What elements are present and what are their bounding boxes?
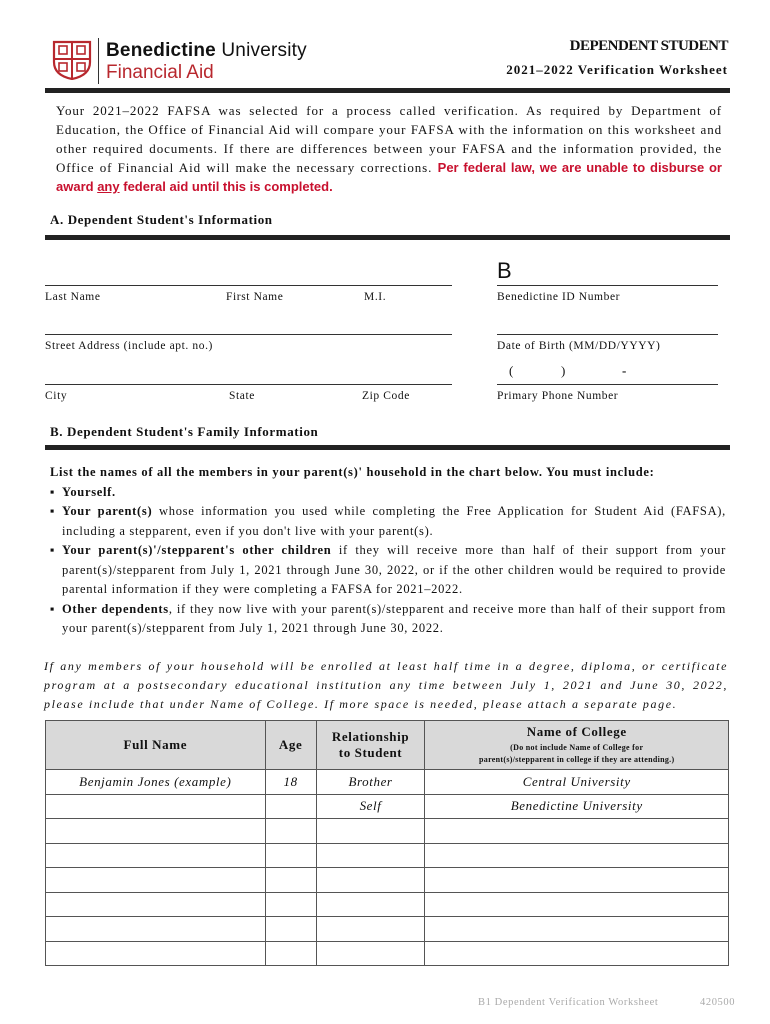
table-row <box>46 917 729 942</box>
table-row <box>46 868 729 893</box>
id-number-field-line[interactable] <box>497 285 718 286</box>
row-full-name[interactable] <box>46 819 266 844</box>
bullet-other-dependents: ▪ Other dependents, if they now live with your parent(s)/stepparent and receive more than half of their support from your parent(s)/stepparent from July 1, 2021 through June 30, 2022. <box>50 600 726 639</box>
row-relationship[interactable] <box>316 892 425 917</box>
table-row <box>46 843 729 868</box>
city-state-zip-field-line[interactable] <box>45 384 452 385</box>
row-age[interactable] <box>265 892 316 917</box>
row-relationship[interactable] <box>316 917 425 942</box>
row-relationship[interactable] <box>316 819 425 844</box>
table-row <box>46 892 729 917</box>
document-title: DEPENDENT STUDENT <box>569 38 728 54</box>
table-row <box>46 941 729 966</box>
row-age[interactable]: 18 <box>265 770 316 795</box>
row-college[interactable] <box>425 819 729 844</box>
last-name-label: Last Name <box>45 291 101 303</box>
row-age[interactable] <box>265 794 316 819</box>
phone-close-paren: ) <box>561 363 566 378</box>
name-field-line[interactable] <box>45 285 452 286</box>
footer-form-label: B1 Dependent Verification Worksheet <box>478 997 659 1008</box>
row-full-name[interactable] <box>46 892 266 917</box>
street-field-line[interactable] <box>45 334 452 335</box>
row-college[interactable] <box>425 917 729 942</box>
city-label: City <box>45 390 68 402</box>
relationship-header: Relationship to Student <box>316 721 425 770</box>
table-row <box>46 770 729 795</box>
row-full-name[interactable] <box>46 843 266 868</box>
id-prefix: B <box>497 258 512 283</box>
row-college[interactable] <box>425 892 729 917</box>
college-enrollment-note: If any members of your household will be enrolled at least half time in a degree, diploma, or certificate program at a postsecondary educational institution any time between July 1, 2021 and June 30, 2022, please include that under Name of College. If more space is needed, please attach a separate page. <box>44 659 728 711</box>
row-relationship[interactable] <box>316 941 425 966</box>
bullet-other-children: ▪ Your parent(s)'/stepparent's other children if they will receive more than half of their support from your parent(s)/stepparent from July 1, 2021 through June 30, 2022, or if the other children would be required to provide parental information if they were completing a FAFSA for 2021–2022. <box>50 541 726 600</box>
logo-divider <box>98 38 99 84</box>
phone-open-paren: ( <box>509 363 514 378</box>
logo-department: Financial Aid <box>106 62 214 83</box>
row-full-name[interactable] <box>46 868 266 893</box>
row-full-name[interactable] <box>46 917 266 942</box>
row-age[interactable] <box>265 917 316 942</box>
table-row <box>46 819 729 844</box>
row-relationship[interactable]: Self <box>316 794 425 819</box>
row-college[interactable]: Benedictine University <box>425 794 729 819</box>
dob-label: Date of Birth (MM/DD/YYYY) <box>497 340 661 352</box>
mi-label: M.I. <box>364 291 387 303</box>
row-college[interactable]: Central University <box>425 770 729 795</box>
row-full-name[interactable] <box>46 941 266 966</box>
section-b-rule <box>45 445 730 450</box>
phone-dash: - <box>622 363 627 378</box>
footer-form-code: 420500 <box>700 997 736 1008</box>
document-subtitle: 2021–2022 Verification Worksheet <box>506 62 728 77</box>
row-relationship[interactable] <box>316 868 425 893</box>
phone-field-line[interactable] <box>497 384 718 385</box>
row-full-name[interactable]: Benjamin Jones (example) <box>46 770 266 795</box>
phone-label: Primary Phone Number <box>497 390 619 402</box>
section-a-rule <box>45 235 730 240</box>
section-a-title: A. Dependent Student's Information <box>50 212 273 227</box>
table-row <box>46 794 729 819</box>
household-instructions <box>50 463 726 639</box>
section-b-title: B. Dependent Student's Family Information <box>50 424 319 439</box>
bullet-parents: ▪ Your parent(s) whose information you used while completing the Free Application for Student Aid (FAFSA), including a stepparent, even if you don't live with your parent(s). <box>50 502 726 541</box>
id-number-label: Benedictine ID Number <box>497 291 621 303</box>
row-full-name[interactable] <box>46 794 266 819</box>
instruction-text: List the names of all the members in your parent(s)' household in the chart below. You must include: <box>50 465 655 479</box>
row-relationship[interactable] <box>316 843 425 868</box>
full-name-header: Full Name <box>46 721 266 770</box>
household-members-table <box>45 720 729 966</box>
first-name-label: First Name <box>226 291 284 303</box>
row-age[interactable] <box>265 868 316 893</box>
state-label: State <box>229 390 255 402</box>
row-age[interactable] <box>265 843 316 868</box>
logo-university-name: Benedictine University <box>106 40 307 61</box>
row-college[interactable] <box>425 843 729 868</box>
federal-law-warning: Per federal law, we are unable to disburse or award any federal aid until this is completed. <box>56 160 722 194</box>
header-rule <box>45 88 730 93</box>
row-college[interactable] <box>425 868 729 893</box>
age-header: Age <box>265 721 316 770</box>
dob-field-line[interactable] <box>497 334 718 335</box>
intro-paragraph <box>56 101 722 196</box>
bullet-yourself: ▪ Yourself. <box>50 483 726 503</box>
street-label: Street Address (include apt. no.) <box>45 340 213 352</box>
row-age[interactable] <box>265 941 316 966</box>
zip-label: Zip Code <box>362 390 410 402</box>
intro-text: Your 2021–2022 FAFSA was selected for a process called verification. As required by Department of Education, the Office of Financial Aid will compare your FAFSA with the information on this worksheet and other required documents. If there are differences between your FAFSA and the information provided, the Office of Financial Aid will make the necessary corrections. <box>56 103 722 175</box>
row-relationship[interactable]: Brother <box>316 770 425 795</box>
row-age[interactable] <box>265 819 316 844</box>
college-header: Name of College (Do not include Name of College for parent(s)/stepparent in college if they are attending.) <box>425 721 729 770</box>
row-college[interactable] <box>425 941 729 966</box>
university-crest-logo <box>52 40 92 80</box>
